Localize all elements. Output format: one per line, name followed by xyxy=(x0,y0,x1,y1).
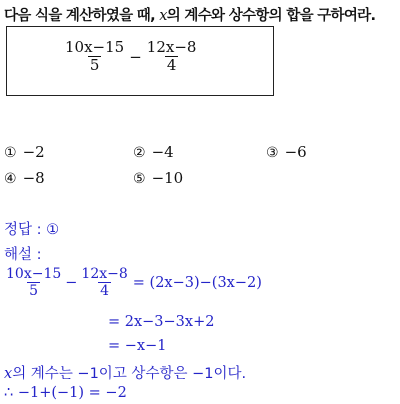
explanation-line-2: = 2x−3−3x+2 xyxy=(108,314,215,330)
explanation-line-4-variable: x xyxy=(4,366,13,382)
explanation-fraction-2-numerator: 12x−8 xyxy=(81,266,128,282)
question-suffix: 의 계수와 상수항의 합을 구하여라. xyxy=(166,8,376,24)
question-prefix: 다음 식을 계산하였을 때, xyxy=(4,8,160,24)
explanation-line-3: = −x−1 xyxy=(108,338,167,354)
fraction-2 xyxy=(145,39,199,75)
explanation-fraction-2-denominator: 4 xyxy=(100,283,110,300)
explanation-minus: − xyxy=(65,274,78,291)
answer-label: 정답 : xyxy=(4,222,47,238)
answer-value: ① xyxy=(46,222,60,238)
fraction-1-denominator: 5 xyxy=(89,56,100,75)
choice-3-value: −6 xyxy=(284,143,307,161)
choice-4-value: −8 xyxy=(22,169,45,187)
fraction-1 xyxy=(63,39,126,75)
choice-2-value: −4 xyxy=(151,143,174,161)
explanation-line-1-rhs: = (2x−3)−(3x−2) xyxy=(132,274,262,291)
choice-4[interactable] xyxy=(4,169,45,187)
question-variable: x xyxy=(159,8,167,24)
expression-box xyxy=(6,26,274,96)
fraction-2-denominator: 4 xyxy=(166,56,177,75)
explanation-line-4-text: 의 계수는 −1이고 상수항은 −1이다. xyxy=(12,366,247,382)
choice-5-mark: ⑤ xyxy=(133,171,146,187)
answer-line xyxy=(4,218,59,239)
choice-5[interactable] xyxy=(133,169,183,187)
choice-1-mark: ① xyxy=(4,145,17,161)
choice-4-mark: ④ xyxy=(4,171,17,187)
expression xyxy=(63,39,198,75)
explanation-fraction-1-denominator: 5 xyxy=(29,283,39,300)
explanation-line-4 xyxy=(4,362,246,383)
choice-2[interactable] xyxy=(133,143,174,161)
choice-1[interactable] xyxy=(4,143,45,161)
minus-operator: − xyxy=(129,47,142,66)
choice-2-mark: ② xyxy=(133,145,146,161)
explanation-label: 해설 : xyxy=(4,247,42,263)
explanation-line-5: ∴ −1+(−1) = −2 xyxy=(4,385,127,401)
fraction-2-numerator: 12x−8 xyxy=(146,38,197,56)
choice-5-value: −10 xyxy=(151,169,184,187)
question-text xyxy=(4,4,398,25)
explanation-line-1 xyxy=(4,266,262,299)
choice-3-mark: ③ xyxy=(266,145,279,161)
choice-1-value: −2 xyxy=(22,143,45,161)
explanation-fraction-2 xyxy=(79,266,129,299)
choice-3[interactable] xyxy=(266,143,307,161)
fraction-1-numerator: 10x−15 xyxy=(65,38,125,56)
explanation-fraction-1 xyxy=(4,266,63,299)
explanation-fraction-1-numerator: 10x−15 xyxy=(6,266,62,282)
